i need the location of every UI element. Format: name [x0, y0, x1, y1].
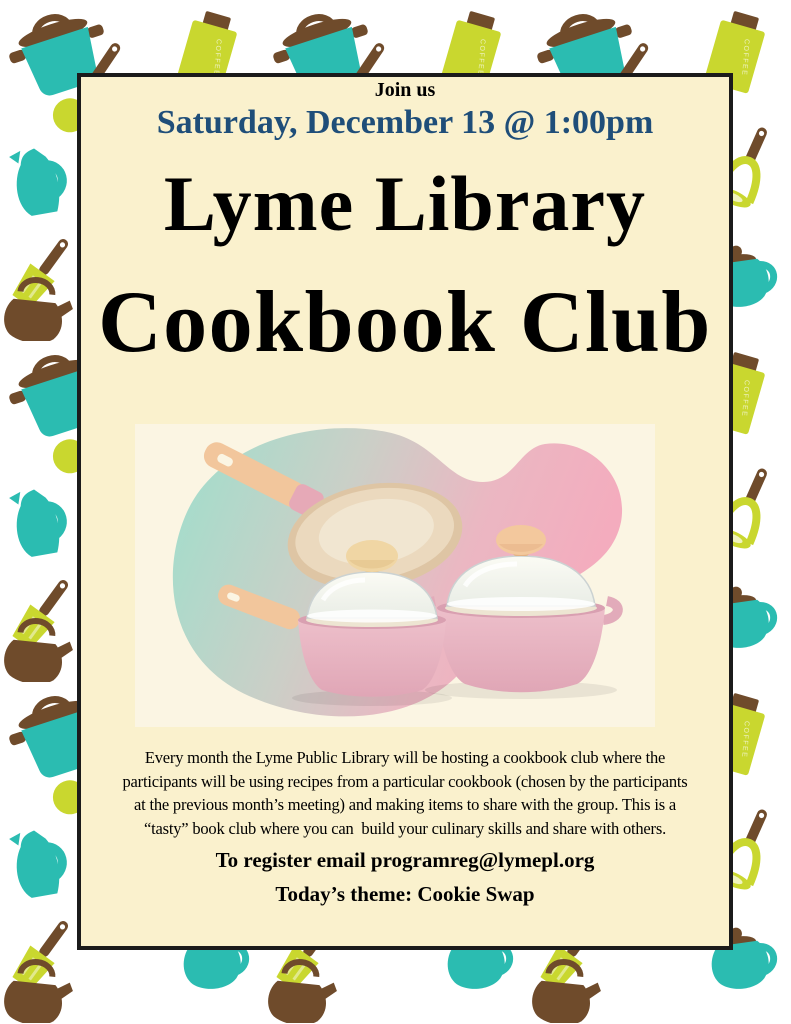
description-line: “tasty” book club where you can build your culinary skills and share with others.	[143, 818, 666, 838]
date-time-text: Saturday, December 13 @ 1:00pm	[156, 104, 654, 141]
theme-text: Today’s theme: Cookie Swap	[275, 882, 535, 906]
description-paragraph	[81, 746, 729, 840]
description-line: participants will be using recipes from a particular cookbook (chosen by the participants	[122, 771, 688, 791]
flyer-title-line1: Lyme Library	[163, 160, 647, 247]
register-email-text: To register email programreg@lymepl.org	[215, 848, 595, 872]
flyer-panel	[77, 73, 733, 950]
join-us-text: Join us	[374, 79, 436, 101]
description-line: Every month the Lyme Public Library will be hosting a cookbook club where the	[144, 748, 666, 767]
cookware-photo	[135, 424, 655, 727]
flyer-title-line2: Cookbook Club	[98, 274, 712, 371]
description-line: at the previous month’s meeting) and making items to share with the group. This is a	[134, 795, 676, 814]
